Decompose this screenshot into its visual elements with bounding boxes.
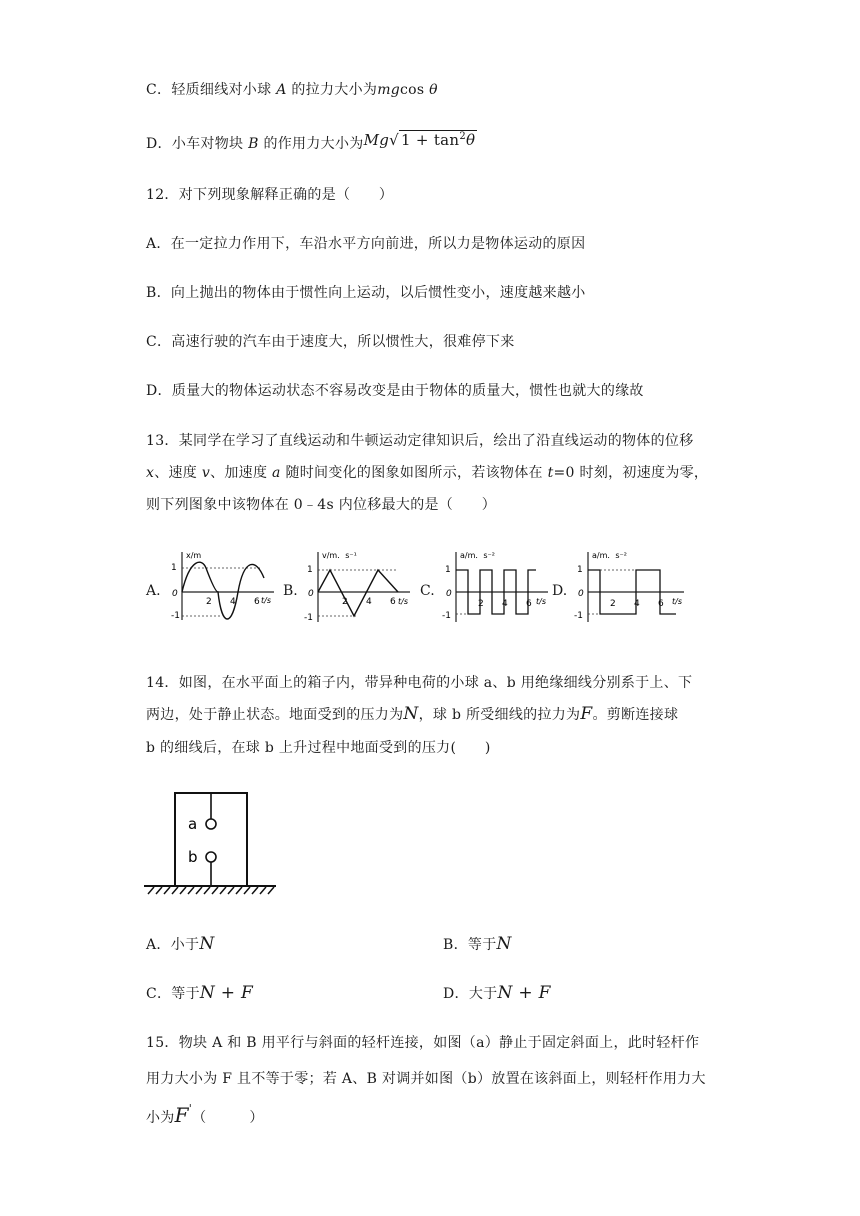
math-var: A — [276, 82, 287, 98]
q12-stem: 12．对下列现象解释正确的是（ ） — [146, 187, 394, 203]
tick-label: 6 — [254, 597, 260, 607]
ball-b-label: b — [188, 848, 198, 866]
q13-option-d-label: D. — [552, 583, 568, 599]
option-text: D．大于 — [443, 986, 498, 1002]
tick-label: 4 — [230, 597, 236, 607]
math-var: F — [580, 704, 593, 724]
math-theta: θ — [429, 82, 438, 98]
tick-label: -1 — [442, 611, 451, 621]
stem-text: 小为 — [146, 1110, 175, 1126]
q11-option-d — [146, 131, 477, 153]
tick-label: 1 — [445, 565, 451, 575]
option-text: B．等于 — [443, 937, 497, 953]
q13-stem-line3: 则下列图象中该物体在 0﹣4s 内位移最大的是（ ） — [146, 497, 496, 513]
math-expr: mg — [377, 82, 401, 98]
math-var: a — [272, 465, 281, 481]
option-text: C．等于 — [146, 986, 200, 1002]
tick-label: 2 — [206, 597, 212, 607]
math-var: t — [547, 465, 554, 481]
q13-graph-a — [166, 548, 281, 626]
ball-a-label: a — [188, 815, 198, 833]
stem-text: 、加速度 — [210, 465, 273, 481]
curve — [182, 562, 264, 619]
q13-graph-b — [302, 548, 417, 626]
prime-mark: ' — [188, 1102, 193, 1115]
option-text: 小车对物块 — [171, 136, 244, 152]
tick-label: -1 — [304, 613, 313, 623]
q14-stem-line1: 14．如图，在水平面上的箱子内，带异种电荷的小球 a、b 用绝缘细线分别系于上、下 — [146, 675, 693, 691]
q13-stem-line1: 13．某同学在学习了直线运动和牛顿运动定律知识后，绘出了沿直线运动的物体的位移 — [146, 433, 694, 449]
option-text: A．小于 — [146, 937, 200, 953]
q15-stem-line1: 15．物块 A 和 B 用平行与斜面的轻杆连接，如图（a）静止于固定斜面上，此时轻杆作 — [146, 1035, 700, 1051]
q15-stem-line3 — [146, 1102, 264, 1127]
math-var: x — [146, 465, 155, 481]
option-text: 的拉力大小为 — [291, 82, 378, 98]
math-var: N — [199, 934, 215, 954]
tick-label: 6 — [390, 597, 396, 607]
t-label: t/s — [672, 597, 682, 606]
option-text: 的作用力大小为 — [263, 136, 364, 152]
tick-label: 6 — [526, 599, 532, 609]
y-label: a/m．s⁻² — [460, 551, 495, 560]
origin-label: 0 — [446, 589, 452, 599]
math-fn: cos — [400, 82, 425, 98]
t-label: t/s — [398, 597, 408, 606]
tick-label: -1 — [574, 611, 583, 621]
q11-option-c — [146, 79, 438, 99]
math-expr: N + F — [497, 983, 551, 1003]
y-label: v/m．s⁻¹ — [322, 551, 357, 560]
stem-text: =0 时刻，初速度为零， — [553, 465, 709, 481]
q13-graph-d — [572, 548, 692, 626]
y-label: a/m．s⁻² — [592, 551, 627, 560]
q14-option-c — [146, 983, 253, 1003]
q14-option-b — [443, 934, 512, 954]
stem-text: 随时间变化的图象如图所示，若该物体在 — [280, 465, 548, 481]
tick-label: 4 — [366, 597, 372, 607]
sqrt-expression — [364, 131, 478, 149]
math-theta: θ — [466, 131, 476, 149]
q13-option-c-label: C. — [420, 583, 435, 599]
tick-label: 1 — [577, 565, 583, 575]
q13-option-a-label: A. — [146, 583, 161, 599]
q14-box-figure — [144, 790, 279, 898]
t-label: t/s — [261, 596, 271, 605]
tick-label: 2 — [478, 599, 484, 609]
exponent: 2 — [459, 131, 467, 142]
stem-text: 。剪断连接球 — [592, 707, 679, 723]
option-letter: C． — [146, 82, 172, 98]
ball-a — [206, 819, 216, 829]
tick-label: -1 — [171, 611, 180, 621]
q13-stem-line2 — [146, 462, 708, 482]
math-var: N — [403, 704, 419, 724]
q12-option-a: A．在一定拉力作用下，车沿水平方向前进，所以力是物体运动的原因 — [146, 236, 586, 252]
t-label: t/s — [536, 597, 546, 606]
math-var: B — [248, 136, 259, 152]
origin-label: 0 — [308, 589, 314, 599]
stem-text: ，球 b 所受细线的拉力为 — [418, 707, 581, 723]
tick-label: 2 — [610, 599, 616, 609]
math-expr: N + F — [199, 983, 254, 1003]
math-var: v — [201, 465, 211, 481]
radicand-text: 1 + tan — [400, 131, 460, 149]
tick-label: 2 — [342, 597, 348, 607]
stem-text: 两边，处于静止状态。地面受到的压力为 — [146, 707, 404, 723]
q13-graph-c — [440, 548, 555, 626]
q14-option-a — [146, 934, 215, 954]
q12-option-c: C．高速行驶的汽车由于速度大，所以惯性大，很难停下来 — [146, 334, 515, 350]
option-letter: D． — [146, 136, 172, 152]
q12-option-b: B．向上抛出的物体由于惯性向上运动，以后惯性变小，速度越来越小 — [146, 285, 586, 301]
radical-sign: √ — [389, 131, 399, 149]
q13-option-b-label: B. — [283, 583, 298, 599]
stem-text: 、速度 — [154, 465, 202, 481]
ball-b — [206, 852, 216, 862]
math-var: F — [174, 1103, 189, 1127]
math-var: N — [496, 934, 512, 954]
y-label: x/m — [186, 551, 202, 560]
q14-stem-line3: b 的细线后，在球 b 上升过程中地面受到的压力( ) — [146, 740, 491, 756]
tick-label: 4 — [502, 599, 508, 609]
stem-text: （ ） — [192, 1110, 264, 1126]
ground-hatch — [148, 887, 274, 894]
tick-label: 6 — [658, 599, 664, 609]
q15-stem-line2: 用力大小为 F 且不等于零；若 A、B 对调并如图（b）放置在该斜面上，则轻杆作用力大 — [146, 1071, 706, 1087]
origin-label: 0 — [172, 589, 178, 599]
q12-option-d: D．质量大的物体运动状态不容易改变是由于物体的质量大，惯性也就大的缘故 — [146, 383, 644, 399]
math-expr: Mg — [363, 131, 390, 149]
q14-option-d — [443, 983, 551, 1003]
option-text: 轻质细线对小球 — [171, 82, 272, 98]
tick-label: 1 — [307, 565, 313, 575]
curve — [318, 570, 398, 616]
origin-label: 0 — [578, 589, 584, 599]
tick-label: 1 — [171, 563, 177, 573]
q14-stem-line2 — [146, 704, 678, 724]
radicand — [399, 130, 477, 149]
tick-label: 4 — [634, 599, 640, 609]
